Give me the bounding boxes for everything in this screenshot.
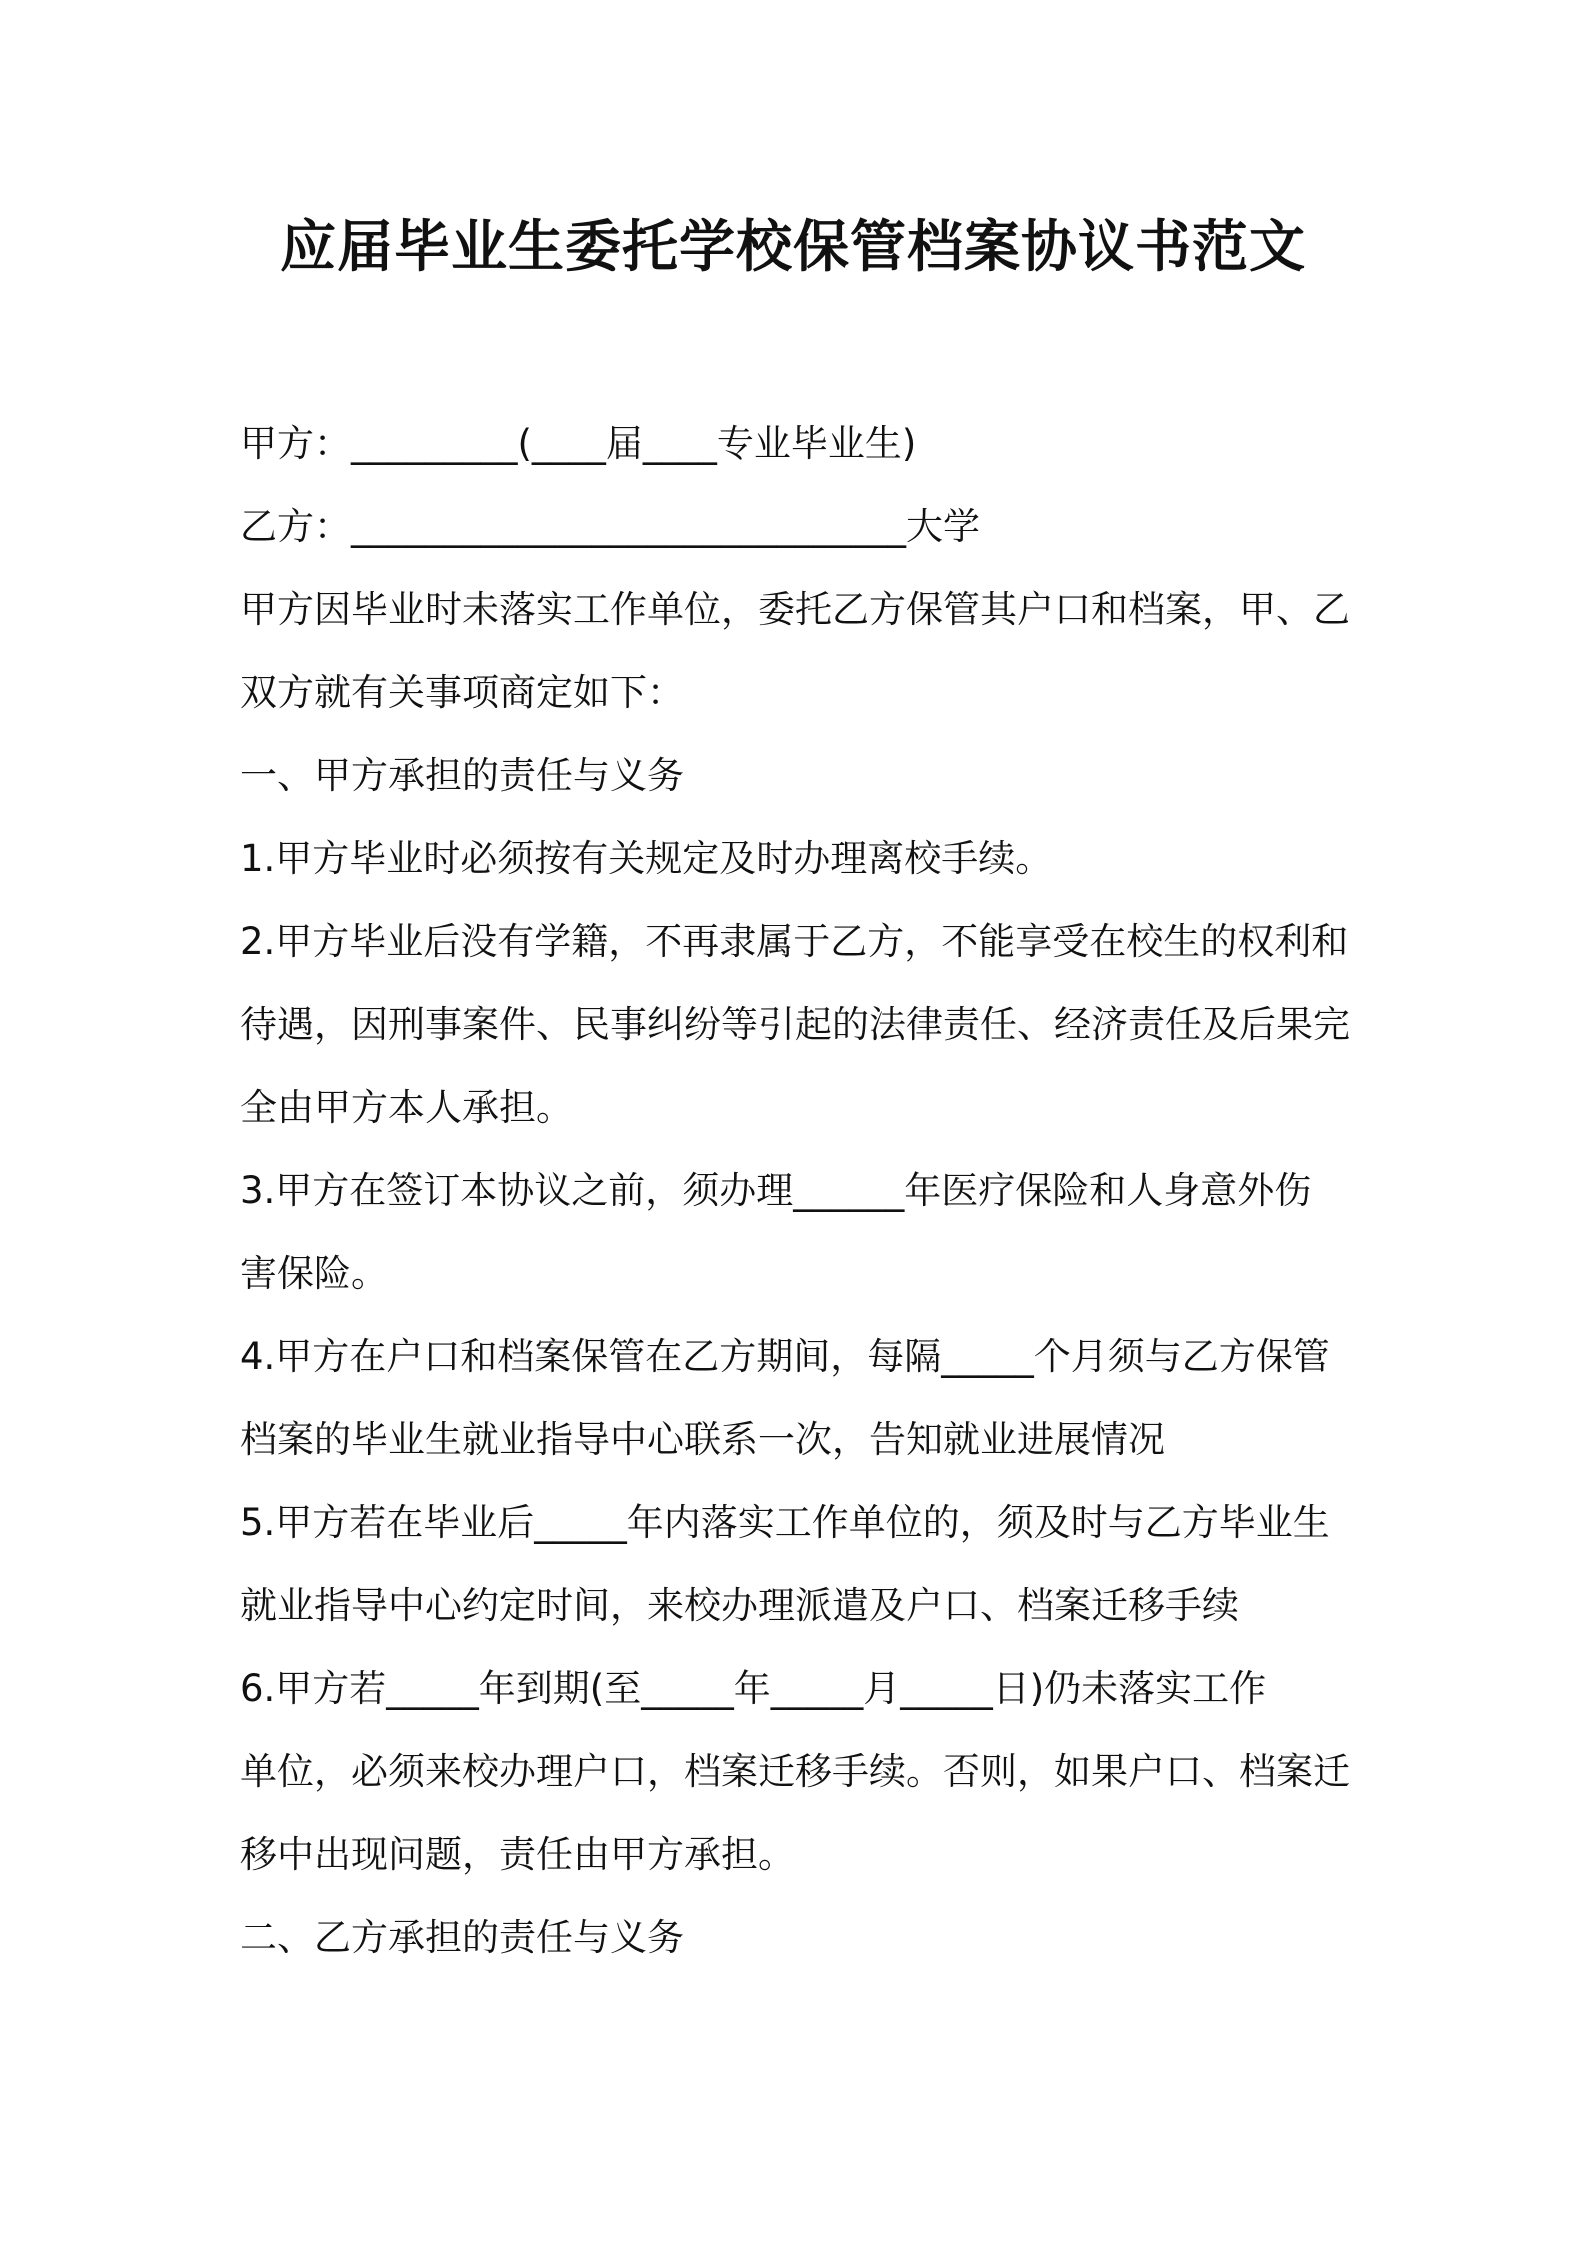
clause-line: 1.甲方毕业时必须按有关规定及时办理离校手续。 bbox=[240, 837, 1053, 880]
clause-line: 待遇，因刑事案件、民事纠纷等引起的法律责任、经济责任及后果完 bbox=[240, 1003, 1350, 1046]
intro-paragraph-line: 甲方因毕业时未落实工作单位，委托乙方保管其户口和档案，甲、乙 bbox=[240, 588, 1350, 631]
document-body bbox=[240, 402, 1350, 1979]
section-heading-party-b: 二、乙方承担的责任与义务 bbox=[240, 1916, 684, 1959]
party-b-line: 乙方：______________________________大学 bbox=[240, 505, 980, 548]
clause-line: 6.甲方若_____年到期(至_____年_____月_____日)仍未落实工作 bbox=[240, 1667, 1267, 1710]
clause-line: 5.甲方若在毕业后_____年内落实工作单位的，须及时与乙方毕业生 bbox=[240, 1501, 1330, 1544]
clause-line: 单位，必须来校办理户口，档案迁移手续。否则，如果户口、档案迁 bbox=[240, 1750, 1350, 1793]
clause-line: 2.甲方毕业后没有学籍，不再隶属于乙方，不能享受在校生的权利和 bbox=[240, 920, 1349, 963]
clause-line: 全由甲方本人承担。 bbox=[240, 1086, 573, 1129]
clause-line: 害保险。 bbox=[240, 1252, 388, 1295]
clause-line: 移中出现问题，责任由甲方承担。 bbox=[240, 1833, 795, 1876]
clause-line: 4.甲方在户口和档案保管在乙方期间，每隔_____个月须与乙方保管 bbox=[240, 1335, 1330, 1378]
section-heading-party-a: 一、甲方承担的责任与义务 bbox=[240, 754, 684, 797]
party-a-line: 甲方：_________(____届____专业毕业生) bbox=[240, 422, 917, 465]
document-title: 应届毕业生委托学校保管档案协议书范文 bbox=[280, 215, 1306, 280]
clause-line: 就业指导中心约定时间，来校办理派遣及户口、档案迁移手续 bbox=[240, 1584, 1239, 1627]
clause-line: 档案的毕业生就业指导中心联系一次，告知就业进展情况 bbox=[240, 1418, 1165, 1461]
clause-line: 3.甲方在签订本协议之前，须办理______年医疗保险和人身意外伤 bbox=[240, 1169, 1312, 1212]
intro-paragraph-line: 双方就有关事项商定如下： bbox=[240, 671, 684, 714]
